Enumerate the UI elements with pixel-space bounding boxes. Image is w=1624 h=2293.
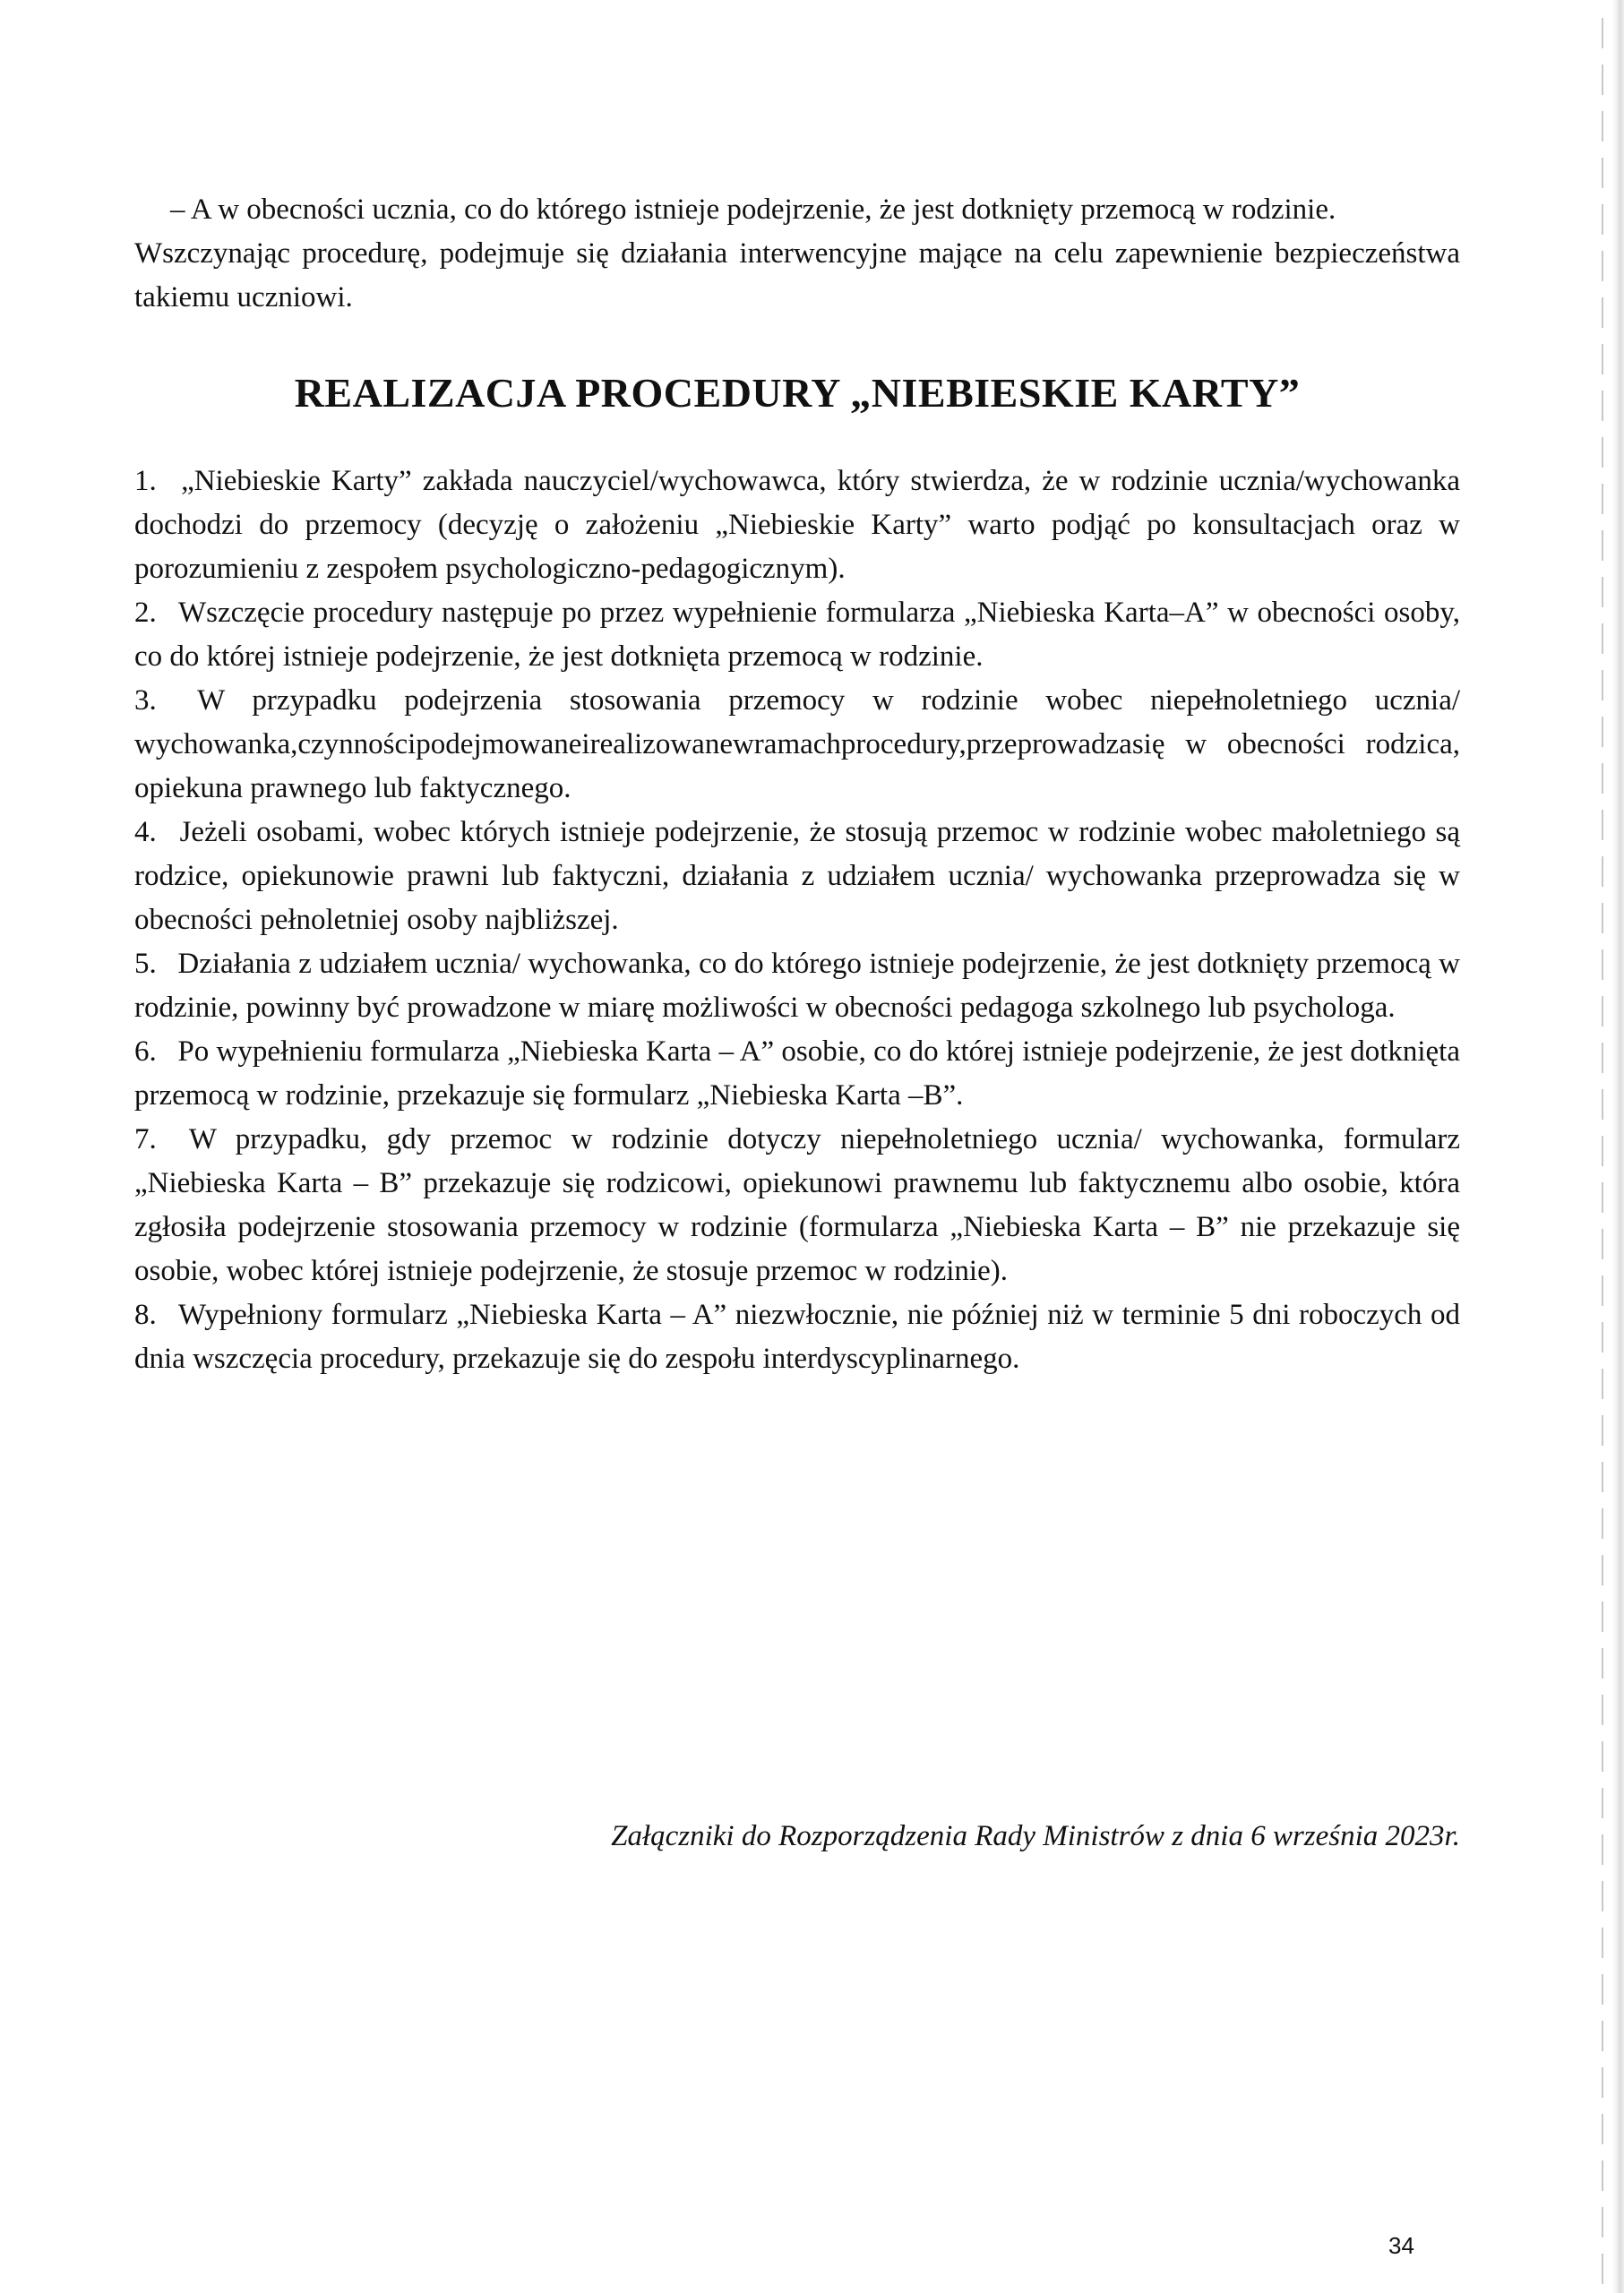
page-number: 34 — [1388, 2232, 1414, 2259]
scan-edge-line — [1602, 18, 1603, 2293]
page-content — [134, 188, 1460, 1381]
list-item-number: 4. — [134, 816, 157, 848]
list-item — [134, 1118, 1460, 1293]
list-item — [134, 459, 1460, 591]
list-item-text: Wszczęcie procedury następuje po przez wypełnienie formularza „Niebieska Karta–A” w obecności osoby, co do której istnieje podejrzenie, że jest dotknięta przemocą w rodzinie. — [134, 597, 1460, 673]
intro-line-2: Wszczynając procedurę, podejmuje się działania interwencyjne mające na celu zapewnienie bezpieczeństwa takiemu uczniowi. — [134, 237, 1460, 313]
list-item-text: W przypadku podejrzenia stosowania przemocy w rodzinie wobec niepełnoletniego ucznia/ wychowanka,czynnościpodejmowaneirealizowanewramachprocedury,przeprowadzasię w obecności rodzica, opiekuna prawnego lub faktycznego. — [134, 684, 1461, 804]
intro-line-1: – A w obecności ucznia, co do którego istnieje podejrzenie, że jest dotknięty przemocą w rodzinie. — [170, 193, 1336, 226]
list-item-number: 5. — [134, 948, 157, 980]
list-item — [134, 942, 1460, 1030]
list-item-text: W przypadku, gdy przemoc w rodzinie dotyczy niepełnoletniego ucznia/ wychowanka, formularz „Niebieska Karta – B” przekazuje się rodzicowi, opiekunowi prawnemu lub faktycznemu albo osobie, która zgłosiła podejrzenie stosowania przemocy w rodzinie (formularza „Niebieska Karta – B” nie przekazuje się osobie, wobec której istnieje podejrzenie, że stosuje przemoc w rodzinie). — [134, 1123, 1461, 1287]
list-item — [134, 679, 1460, 811]
list-item-text: „Niebieskie Karty” zakłada nauczyciel/wychowawca, który stwierdza, że w rodzinie ucznia/wychowanka dochodzi do przemocy (decyzję o założeniu „Niebieskie Karty” warto podjąć po konsultacjach oraz w porozumieniu z zespołem psychologiczno-pedagogicznym). — [134, 465, 1461, 585]
scan-edge-shadow — [1611, 0, 1624, 2293]
procedure-list — [134, 459, 1460, 1381]
list-item-number: 6. — [134, 1035, 157, 1068]
section-title: REALIZACJA PROCEDURY „NIEBIESKIE KARTY” — [294, 370, 1301, 416]
list-item-number: 3. — [134, 684, 157, 717]
list-item-number: 2. — [134, 597, 157, 629]
intro-paragraph — [134, 188, 1460, 320]
attachment-note: Załączniki do Rozporządzenia Rady Ministrów z dnia 6 września 2023r. — [611, 1820, 1460, 1852]
list-item — [134, 1030, 1460, 1118]
list-item-text: Jeżeli osobami, wobec których istnieje podejrzenie, że stosują przemoc w rodzinie wobec małoletniego są rodzice, opiekunowie prawni lub faktyczni, działania z udziałem ucznia/ wychowanka przeprowadza się w obecności pełnoletniej osoby najbliższej. — [134, 816, 1461, 936]
list-item-text: Wypełniony formularz „Niebieska Karta – A” niezwłocznie, nie później niż w terminie 5 dni roboczych od dnia wszczęcia procedury, przekazuje się do zespołu interdyscyplinarnego. — [134, 1299, 1461, 1375]
list-item-text: Po wypełnieniu formularza „Niebieska Karta – A” osobie, co do której istnieje podejrzenie, że jest dotknięta przemocą w rodzinie, przekazuje się formularz „Niebieska Karta –B”. — [134, 1035, 1460, 1112]
list-item-number: 7. — [134, 1123, 157, 1155]
list-item-text: Działania z udziałem ucznia/ wychowanka, co do którego istnieje podejrzenie, że jest dotknięty przemocą w rodzinie, powinny być prowadzone w miarę możliwości w obecności pedagoga szkolnego lub psychologa. — [134, 948, 1460, 1024]
list-item-number: 1. — [134, 465, 157, 497]
list-item — [134, 1293, 1460, 1381]
list-item — [134, 811, 1460, 942]
list-item-number: 8. — [134, 1299, 157, 1331]
list-item — [134, 591, 1460, 679]
